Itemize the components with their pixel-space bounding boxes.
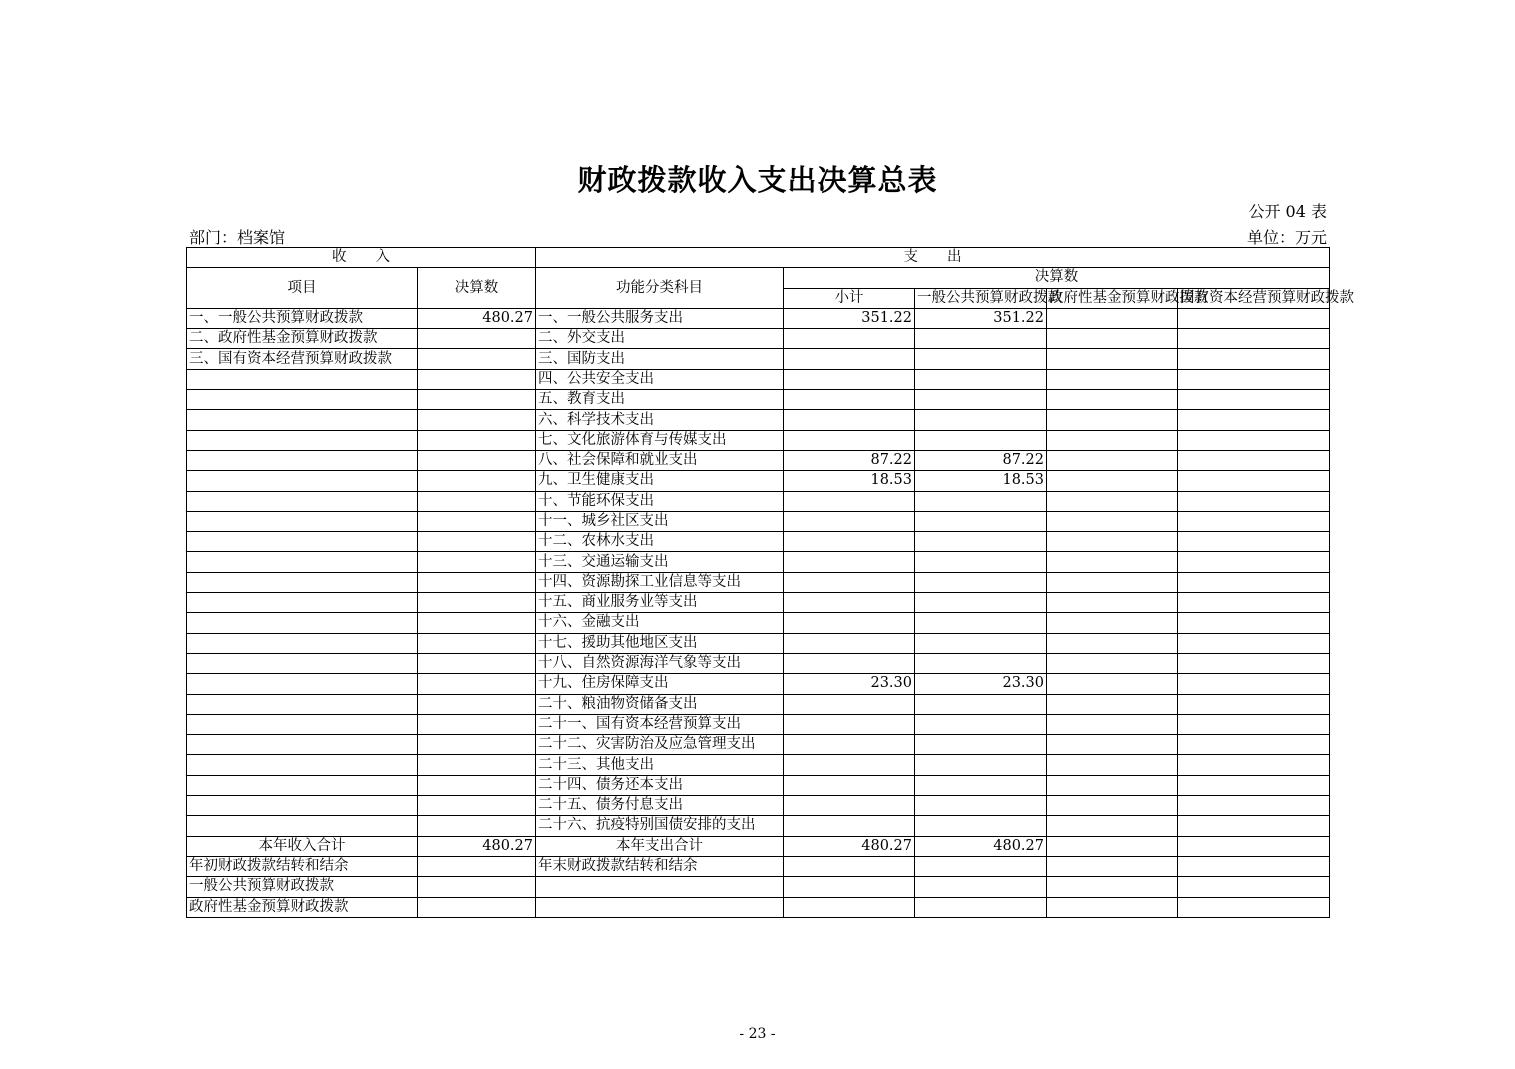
expense-fund (1047, 735, 1178, 755)
empty-cell (915, 897, 1047, 917)
expense-item: 五、教育支出 (536, 390, 784, 410)
expense-capital (1178, 775, 1330, 795)
budget-table (186, 247, 1354, 918)
expense-subtotal (784, 694, 915, 714)
table-row (187, 572, 1330, 592)
expense-item: 二十一、国有资本经营预算支出 (536, 714, 784, 734)
table-row (187, 674, 1330, 694)
expense-general: 23.30 (915, 674, 1047, 694)
income-amount (418, 369, 536, 389)
expense-fund (1047, 349, 1178, 369)
income-header: 收 入 (187, 248, 536, 268)
expense-capital (1178, 633, 1330, 653)
table-row (187, 755, 1330, 775)
table-row (187, 450, 1330, 470)
income-item (187, 775, 418, 795)
expense-fund (1047, 511, 1178, 531)
expense-item: 十六、金融支出 (536, 613, 784, 633)
expense-fund (1047, 816, 1178, 836)
expense-capital (1178, 349, 1330, 369)
income-item (187, 735, 418, 755)
expense-fund (1047, 308, 1178, 328)
expense-capital (1178, 552, 1330, 572)
expense-capital (1178, 755, 1330, 775)
empty-cell (1047, 897, 1178, 917)
expense-subtotal (784, 349, 915, 369)
expense-item: 九、卫生健康支出 (536, 471, 784, 491)
expense-fund (1047, 755, 1178, 775)
income-item (187, 593, 418, 613)
income-item (187, 491, 418, 511)
income-item: 一、一般公共预算财政拨款 (187, 308, 418, 328)
table-row (187, 735, 1330, 755)
income-amount (418, 714, 536, 734)
expense-capital (1178, 369, 1330, 389)
expense-general (915, 349, 1047, 369)
income-item: 三、国有资本经营预算财政拨款 (187, 349, 418, 369)
income-item (187, 714, 418, 734)
income-amount (418, 816, 536, 836)
income-amount (418, 349, 536, 369)
expense-fund (1047, 653, 1178, 673)
table-row (187, 329, 1330, 349)
table-code: 公开 04 表 (1248, 202, 1327, 221)
income-amount (418, 532, 536, 552)
expense-fund (1047, 430, 1178, 450)
expense-fund (1047, 714, 1178, 734)
table-row (187, 369, 1330, 389)
income-amount (418, 593, 536, 613)
income-item (187, 613, 418, 633)
expense-capital (1178, 593, 1330, 613)
expense-item: 二十五、债务付息支出 (536, 796, 784, 816)
table-row (187, 390, 1330, 410)
final-amount-header: 决算数 (784, 268, 1330, 288)
expense-capital (1178, 694, 1330, 714)
table-row (187, 593, 1330, 613)
income-item (187, 471, 418, 491)
expense-general (915, 796, 1047, 816)
carryover-sub1-label: 一般公共预算财政拨款 (187, 877, 418, 897)
expense-subtotal (784, 714, 915, 734)
expense-fund (1047, 369, 1178, 389)
expense-fund (1047, 572, 1178, 592)
expense-fund (1047, 674, 1178, 694)
income-item (187, 755, 418, 775)
income-amount (418, 735, 536, 755)
income-item (187, 796, 418, 816)
expense-capital (1178, 491, 1330, 511)
empty-cell (418, 877, 536, 897)
expense-fund (1047, 775, 1178, 795)
table-row (187, 816, 1330, 836)
table-row (187, 410, 1330, 430)
state-capital-header: 国有资本经营预算财政拨款 (1178, 288, 1330, 308)
gov-fund-header: 政府性基金预算财政拨款 (1047, 288, 1178, 308)
income-item (187, 430, 418, 450)
income-amount (418, 653, 536, 673)
table-row (187, 796, 1330, 816)
income-item (187, 674, 418, 694)
item-header: 项目 (187, 268, 418, 309)
expense-capital (1178, 308, 1330, 328)
expense-capital (1178, 329, 1330, 349)
expense-item: 十、节能环保支出 (536, 491, 784, 511)
expense-capital (1178, 613, 1330, 633)
expense-subtotal (784, 552, 915, 572)
expense-general (915, 633, 1047, 653)
expense-item: 七、文化旅游体育与传媒支出 (536, 430, 784, 450)
income-amount (418, 694, 536, 714)
income-amount (418, 796, 536, 816)
carryover-sub-row-2 (187, 897, 1330, 917)
income-amount (418, 450, 536, 470)
expense-fund (1047, 613, 1178, 633)
table-row (187, 633, 1330, 653)
empty-cell (536, 897, 784, 917)
expense-general (915, 694, 1047, 714)
expense-item: 十四、资源勘探工业信息等支出 (536, 572, 784, 592)
header-row-1 (187, 248, 1330, 268)
empty-cell (784, 897, 915, 917)
general-budget-header: 一般公共预算财政拨款 (915, 288, 1047, 308)
income-amount (418, 430, 536, 450)
empty-cell (784, 877, 915, 897)
expense-subtotal (784, 775, 915, 795)
table-row (187, 349, 1330, 369)
expense-fund (1047, 471, 1178, 491)
income-amount (418, 613, 536, 633)
expense-item: 十五、商业服务业等支出 (536, 593, 784, 613)
table-row (187, 552, 1330, 572)
expense-subtotal (784, 593, 915, 613)
expense-capital (1178, 471, 1330, 491)
expense-subtotal: 351.22 (784, 308, 915, 328)
expense-general: 18.53 (915, 471, 1047, 491)
income-amount (418, 755, 536, 775)
income-total-amount: 480.27 (418, 836, 536, 856)
expense-item: 十三、交通运输支出 (536, 552, 784, 572)
income-item (187, 450, 418, 470)
carryover-row (187, 856, 1330, 876)
income-amount (418, 390, 536, 410)
expense-subtotal (784, 653, 915, 673)
expense-item: 二十三、其他支出 (536, 755, 784, 775)
expense-item: 二十、粮油物资储备支出 (536, 694, 784, 714)
expense-fund (1047, 796, 1178, 816)
expense-capital (1178, 390, 1330, 410)
income-amount (418, 491, 536, 511)
expense-item: 一、一般公共服务支出 (536, 308, 784, 328)
income-amount (418, 572, 536, 592)
empty-cell (915, 877, 1047, 897)
expense-subtotal: 87.22 (784, 450, 915, 470)
expense-general (915, 593, 1047, 613)
expense-general: 87.22 (915, 450, 1047, 470)
expense-general (915, 714, 1047, 734)
expense-capital (1178, 796, 1330, 816)
expense-item: 十八、自然资源海洋气象等支出 (536, 653, 784, 673)
header-row-2 (187, 268, 1330, 288)
empty-cell (1047, 877, 1178, 897)
expense-item: 八、社会保障和就业支出 (536, 450, 784, 470)
page-number: - 23 - (739, 1026, 776, 1042)
expense-general (915, 491, 1047, 511)
table-row (187, 775, 1330, 795)
expense-subtotal (784, 755, 915, 775)
empty-cell (1047, 856, 1178, 876)
income-total-label: 本年收入合计 (187, 836, 418, 856)
table-row (187, 308, 1330, 328)
empty-cell (1178, 897, 1330, 917)
expense-total-general: 480.27 (915, 836, 1047, 856)
income-amount (418, 552, 536, 572)
carryover-sub-row-1 (187, 877, 1330, 897)
expense-item: 二十六、抗疫特别国债安排的支出 (536, 816, 784, 836)
expense-general (915, 653, 1047, 673)
expense-fund (1047, 593, 1178, 613)
expense-subtotal (784, 491, 915, 511)
expense-general (915, 552, 1047, 572)
expense-general (915, 390, 1047, 410)
expense-total-label: 本年支出合计 (536, 836, 784, 856)
income-amount (418, 674, 536, 694)
expense-subtotal (784, 613, 915, 633)
expense-subtotal (784, 633, 915, 653)
expense-subtotal (784, 390, 915, 410)
expense-general (915, 755, 1047, 775)
expense-item: 三、国防支出 (536, 349, 784, 369)
income-item (187, 694, 418, 714)
empty-cell (536, 877, 784, 897)
income-item (187, 369, 418, 389)
expense-total-capital (1178, 836, 1330, 856)
expense-general (915, 511, 1047, 531)
expense-capital (1178, 430, 1330, 450)
expense-item: 十二、农林水支出 (536, 532, 784, 552)
expense-general (915, 329, 1047, 349)
expense-subtotal (784, 572, 915, 592)
income-item (187, 532, 418, 552)
income-amount: 480.27 (418, 308, 536, 328)
expense-fund (1047, 450, 1178, 470)
expense-capital (1178, 511, 1330, 531)
expense-general (915, 775, 1047, 795)
expense-fund (1047, 390, 1178, 410)
totals-row (187, 836, 1330, 856)
expense-fund (1047, 329, 1178, 349)
income-item (187, 390, 418, 410)
expense-subtotal: 18.53 (784, 471, 915, 491)
empty-cell (418, 856, 536, 876)
income-item (187, 511, 418, 531)
income-amount (418, 633, 536, 653)
expense-capital (1178, 714, 1330, 734)
expense-item: 十一、城乡社区支出 (536, 511, 784, 531)
func-category-header: 功能分类科目 (536, 268, 784, 309)
expense-subtotal (784, 369, 915, 389)
expense-subtotal (784, 796, 915, 816)
expense-general (915, 735, 1047, 755)
expense-capital (1178, 674, 1330, 694)
expense-fund (1047, 694, 1178, 714)
expense-capital (1178, 735, 1330, 755)
expense-general (915, 410, 1047, 430)
expense-item: 四、公共安全支出 (536, 369, 784, 389)
department-label: 部门：档案馆 (189, 228, 286, 247)
expense-fund (1047, 410, 1178, 430)
expense-subtotal (784, 511, 915, 531)
expense-fund (1047, 552, 1178, 572)
income-amount (418, 775, 536, 795)
table-row (187, 430, 1330, 450)
expense-fund (1047, 532, 1178, 552)
expense-subtotal (784, 816, 915, 836)
expense-capital (1178, 572, 1330, 592)
income-item (187, 816, 418, 836)
income-amount-header: 决算数 (418, 268, 536, 309)
expense-general (915, 369, 1047, 389)
table-row (187, 532, 1330, 552)
expense-item: 二十二、灾害防治及应急管理支出 (536, 735, 784, 755)
expense-item: 二、外交支出 (536, 329, 784, 349)
expense-general (915, 816, 1047, 836)
carryover-sub2-label: 政府性基金预算财政拨款 (187, 897, 418, 917)
expense-total-subtotal: 480.27 (784, 836, 915, 856)
income-amount (418, 471, 536, 491)
expense-subtotal (784, 430, 915, 450)
expense-total-fund (1047, 836, 1178, 856)
income-item: 二、政府性基金预算财政拨款 (187, 329, 418, 349)
empty-cell (784, 856, 915, 876)
table-row (187, 714, 1330, 734)
expense-fund (1047, 633, 1178, 653)
expense-capital (1178, 450, 1330, 470)
expense-capital (1178, 816, 1330, 836)
empty-cell (418, 897, 536, 917)
expense-subtotal (784, 410, 915, 430)
empty-cell (915, 856, 1047, 876)
expense-fund (1047, 491, 1178, 511)
expense-item: 十七、援助其他地区支出 (536, 633, 784, 653)
carryover-end-label: 年末财政拨款结转和结余 (536, 856, 784, 876)
subtotal-header: 小计 (784, 288, 915, 308)
table-row (187, 653, 1330, 673)
table-row (187, 694, 1330, 714)
income-amount (418, 511, 536, 531)
income-item (187, 653, 418, 673)
expense-subtotal (784, 735, 915, 755)
expense-general (915, 532, 1047, 552)
table-row (187, 491, 1330, 511)
expense-subtotal (784, 329, 915, 349)
income-amount (418, 329, 536, 349)
empty-cell (1178, 856, 1330, 876)
table-row (187, 471, 1330, 491)
table-row (187, 613, 1330, 633)
expense-capital (1178, 532, 1330, 552)
expense-capital (1178, 653, 1330, 673)
income-item (187, 633, 418, 653)
expense-capital (1178, 410, 1330, 430)
expense-item: 二十四、债务还本支出 (536, 775, 784, 795)
expense-general (915, 430, 1047, 450)
table-row (187, 511, 1330, 531)
income-item (187, 552, 418, 572)
income-item (187, 410, 418, 430)
expense-general (915, 572, 1047, 592)
page-title: 财政拨款收入支出决算总表 (577, 163, 938, 197)
expense-subtotal: 23.30 (784, 674, 915, 694)
income-amount (418, 410, 536, 430)
empty-cell (1178, 877, 1330, 897)
expense-general: 351.22 (915, 308, 1047, 328)
carryover-begin-label: 年初财政拨款结转和结余 (187, 856, 418, 876)
expense-header: 支 出 (536, 248, 1330, 268)
income-item (187, 572, 418, 592)
expense-subtotal (784, 532, 915, 552)
expense-item: 六、科学技术支出 (536, 410, 784, 430)
expense-item: 十九、住房保障支出 (536, 674, 784, 694)
expense-general (915, 613, 1047, 633)
unit-label: 单位：万元 (1246, 228, 1327, 247)
